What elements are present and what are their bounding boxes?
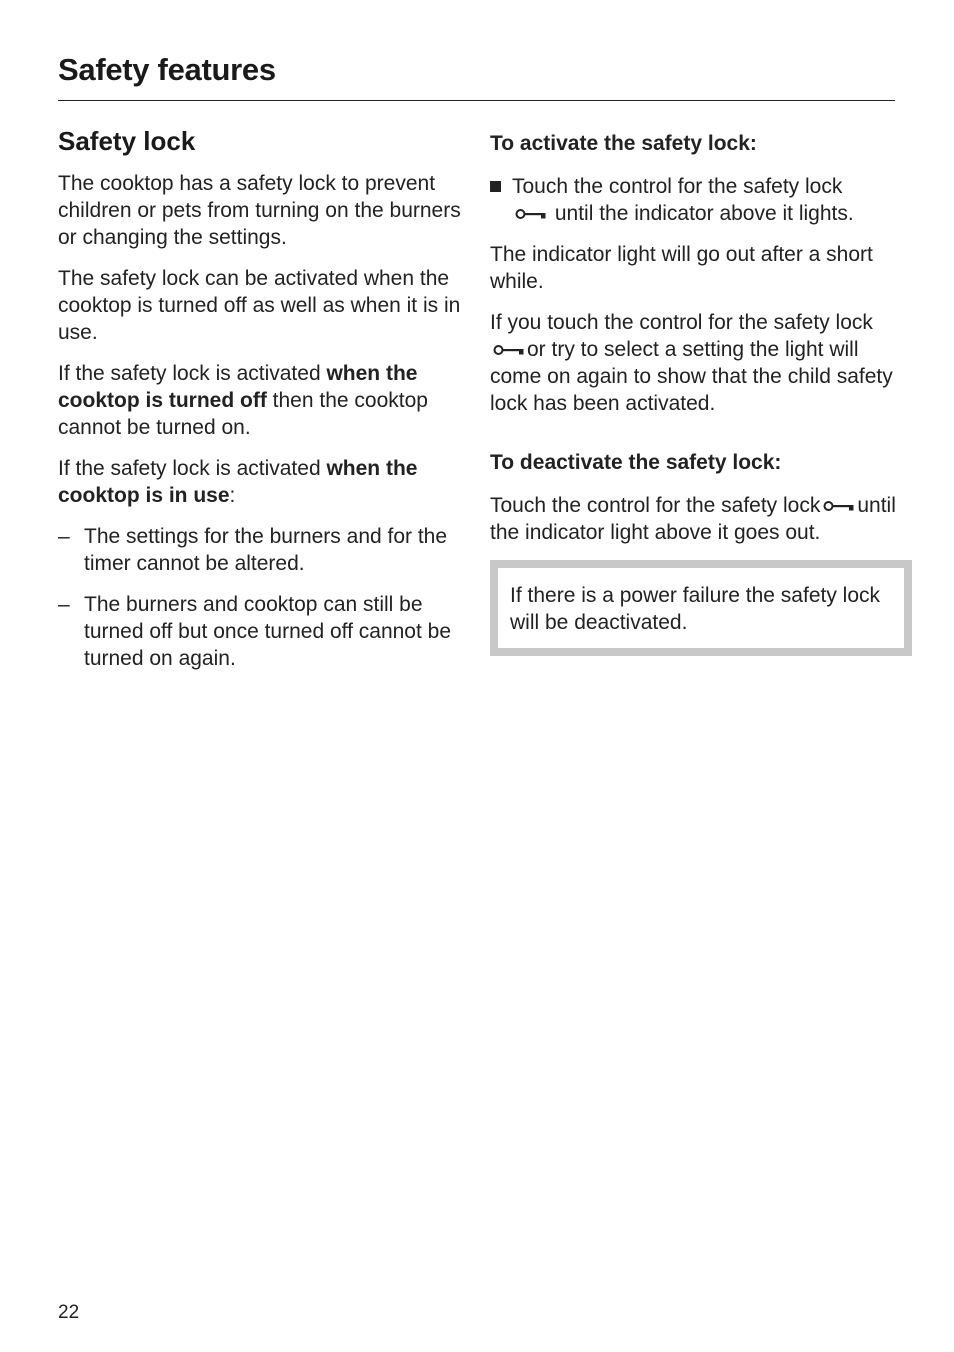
list-item <box>58 523 463 577</box>
touch-paragraph: If you touch the control for the safety lockor try to select a setting the light will come on again to show that the child safety lock has been activated. <box>490 311 893 415</box>
key-icon <box>515 208 546 220</box>
activation-paragraph: The safety lock can be activated when the cooktop is turned off as well as when it is in use. <box>58 267 461 344</box>
indicator-paragraph: The indicator light will go out after a short while. <box>490 243 873 293</box>
list-item <box>58 591 463 672</box>
left-column <box>58 124 463 686</box>
page-title: Safety features <box>58 52 276 87</box>
deactivate-paragraph: Touch the control for the safety lock until the indicator light above it goes out. <box>490 494 896 544</box>
key-icon <box>823 500 854 512</box>
right-column <box>490 124 896 656</box>
note-text: If there is a power failure the safety lock will be deactivated. <box>510 584 881 634</box>
in-use-emphasis: when the cooktop is in use <box>58 457 418 507</box>
list-item-text: The settings for the burners and for the timer cannot be altered. <box>84 525 448 575</box>
dash-marker: – <box>58 525 70 548</box>
title-divider <box>58 100 895 101</box>
in-use-paragraph: If the safety lock is activated when the cooktop is in use: <box>58 457 418 507</box>
square-bullet-icon <box>490 181 501 192</box>
section-heading-safety-lock: Safety lock <box>58 126 196 156</box>
dash-marker: – <box>58 593 70 616</box>
turned-off-emphasis: when the cooktop is turned off <box>58 362 418 412</box>
activate-heading: To activate the safety lock: <box>490 132 757 155</box>
page-number: 22 <box>58 1302 80 1323</box>
intro-paragraph: The cooktop has a safety lock to prevent children or pets from turning on the burners or changing the settings. <box>58 172 461 249</box>
deactivate-heading: To deactivate the safety lock: <box>490 451 782 474</box>
turned-off-paragraph: If the safety lock is activated when the cooktop is turned off then the cooktop cannot be turned on. <box>58 362 428 439</box>
power-failure-note <box>490 560 912 656</box>
activate-step: Touch the control for the safety lock until the indicator above it lights. <box>490 173 896 227</box>
list-item-text: The burners and cooktop can still be turned off but once turned off cannot be turned on again. <box>84 593 452 670</box>
key-icon <box>493 344 524 356</box>
